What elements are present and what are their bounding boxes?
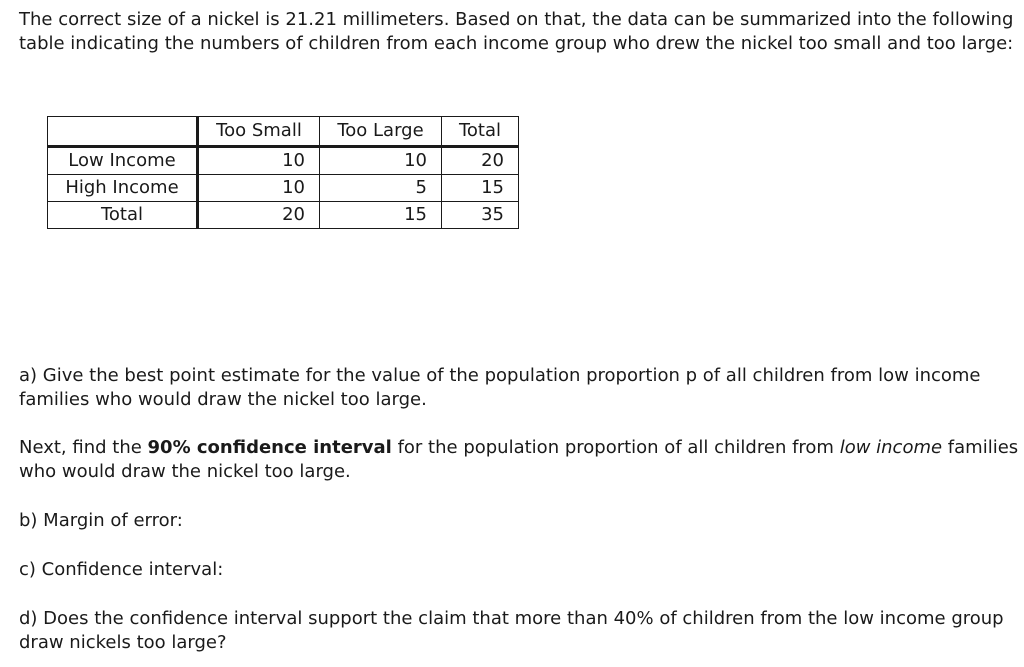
row-label-low-income: Low Income (48, 147, 198, 175)
next-suffix: families who would draw the nickel too large. (19, 437, 1019, 482)
col-header-total: Total (442, 117, 519, 147)
cell-high-too-small: 10 (198, 175, 320, 202)
row-label-total: Total (48, 202, 198, 229)
question-a: a) Give the best point estimate for the value of the population proportion p of all children from low income families who would draw the nickel too large. (19, 365, 981, 410)
cell-low-total: 20 (442, 147, 519, 175)
question-d: d) Does the confidence interval support the claim that more than 40% of children from the low income group draw nickels too large? (19, 608, 1004, 653)
table-row (48, 202, 519, 229)
table-corner-cell (48, 117, 198, 147)
table-row (48, 175, 519, 202)
question-c: c) Confidence interval: (19, 559, 224, 580)
col-header-too-small: Too Small (198, 117, 320, 147)
col-header-too-large: Too Large (320, 117, 442, 147)
next-italic-term: low income (839, 437, 943, 458)
next-prefix: Next, find the (19, 437, 148, 458)
cell-total-too-large: 15 (320, 202, 442, 229)
income-nickel-table (47, 116, 519, 229)
next-bold-term: 90% confidence interval (147, 437, 392, 458)
cell-low-too-large: 10 (320, 147, 442, 175)
table-row (48, 147, 519, 175)
row-label-high-income: High Income (48, 175, 198, 202)
next-middle: for the population proportion of all children from (391, 437, 840, 458)
question-b: b) Margin of error: (19, 510, 183, 531)
table-header-row (48, 117, 519, 147)
intro-paragraph: The correct size of a nickel is 21.21 millimeters. Based on that, the data can be summarized into the following table indicating the numbers of children from each income group who drew the nickel too small and too large: (19, 9, 1014, 54)
cell-high-too-large: 5 (320, 175, 442, 202)
cell-low-too-small: 10 (198, 147, 320, 175)
cell-total-total: 35 (442, 202, 519, 229)
cell-total-too-small: 20 (198, 202, 320, 229)
cell-high-total: 15 (442, 175, 519, 202)
next-instruction (19, 436, 1019, 484)
